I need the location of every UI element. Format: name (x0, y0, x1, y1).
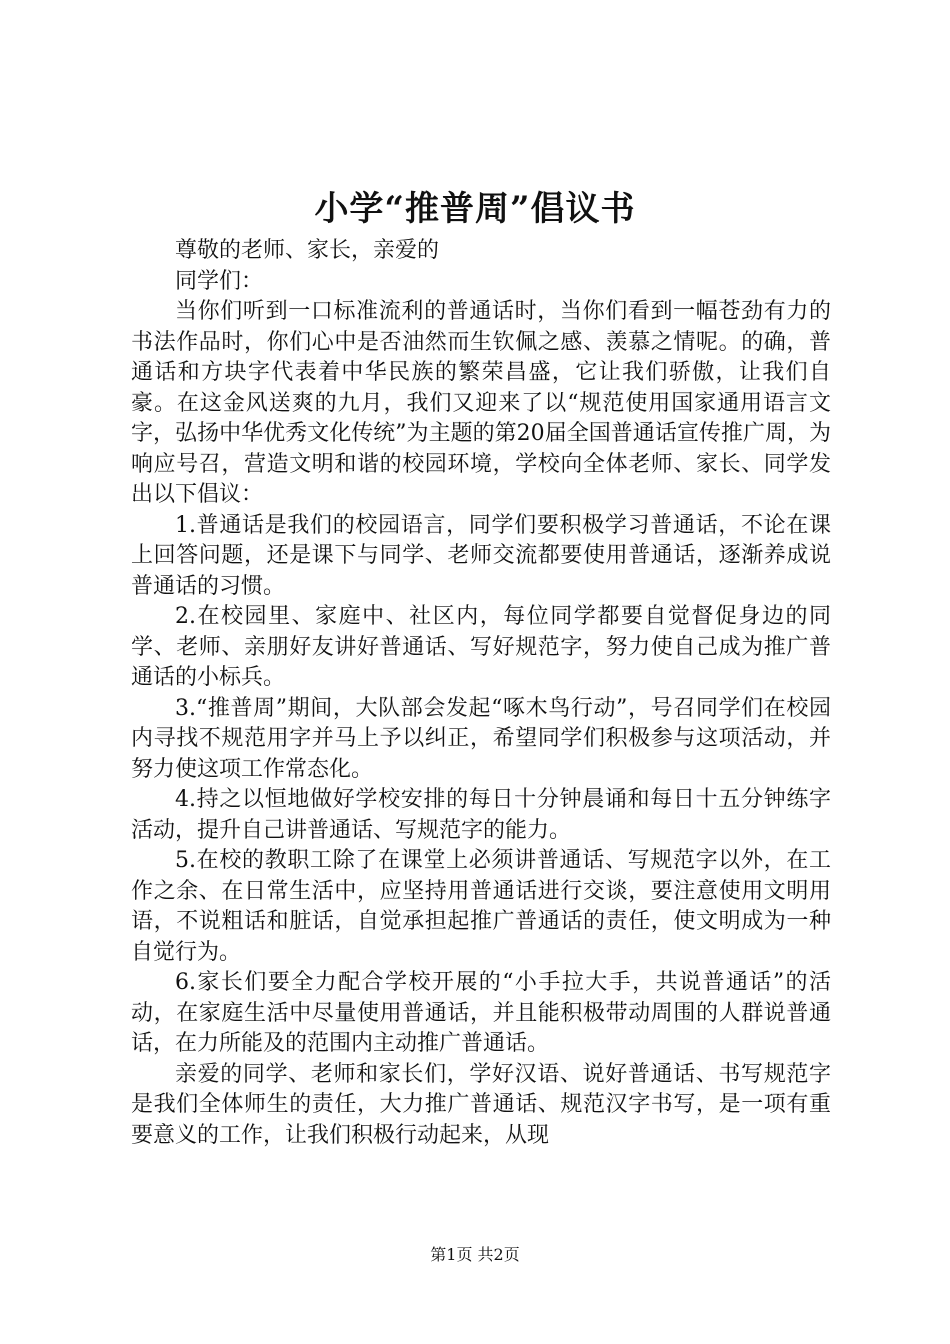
salutation-line-2: 同学们： (175, 268, 264, 294)
document-body (131, 236, 831, 1151)
salutation-line-1: 尊敬的老师、家长，亲爱的 (175, 238, 440, 263)
paragraph-closing: 亲爱的同学、老师和家长们，学好汉语、说好普通话、书写规范字是我们全体师生的责任，大力推广普通话、规范汉字书写，是一项有重要意义的工作，让我们积极行动起来，从现 (131, 1061, 831, 1148)
paragraph-item-6: 6.家长们要全力配合学校开展的“小手拉大手，共说普通话”的活动，在家庭生活中尽量使用普通话，并且能积极带动周围的人群说普通话，在力所能及的范围内主动推广普通话。 (131, 970, 831, 1056)
page-number-footer: 第1页 共2页 (430, 1245, 520, 1264)
paragraph-item-3: 3.“推普周”期间，大队部会发起“啄木鸟行动”，号召同学们在校园内寻找不规范用字并马上予以纠正，希望同学们积极参与这项活动，并努力使这项工作常态化。 (131, 695, 831, 782)
paragraph-intro: 当你们听到一口标准流利的普通话时，当你们看到一幅苍劲有力的书法作品时，你们心中是否油然而生钦佩之感、羡慕之情呢。的确，普通话和方块字代表着中华民族的繁荣昌盛，它让我们骄傲，让我们自豪。在这金风送爽的九月，我们又迎来了以“规范使用国家通用语言文字，弘扬中华优秀文化传统”为主题的第20届全国普通话宣传推广周，为响应号召，营造文明和谐的校园环境，学校向全体老师、家长、同学发出以下倡议： (131, 299, 831, 507)
paragraph-item-4: 4.持之以恒地做好学校安排的每日十分钟晨诵和每日十五分钟练字活动，提升自己讲普通话、写规范字的能力。 (131, 787, 831, 843)
paragraph-item-2: 2.在校园里、家庭中、社区内，每位同学都要自觉督促身边的同学、老师、亲朋好友讲好普通话、写好规范字，努力使自己成为推广普通话的小标兵。 (131, 604, 831, 690)
paragraph-item-1: 1.普通话是我们的校园语言，同学们要积极学习普通话，不论在课上回答问题，还是课下与同学、老师交流都要使用普通话，逐渐养成说普通话的习惯。 (131, 512, 831, 599)
document-title: 小学“推普周”倡议书 (314, 189, 636, 229)
paragraph-item-5: 5.在校的教职工除了在课堂上必须讲普通话、写规范字以外，在工作之余、在日常生活中，应坚持用普通话进行交谈，要注意使用文明用语，不说粗话和脏话，自觉承担起推广普通话的责任，使文明成为一种自觉行为。 (131, 848, 831, 965)
